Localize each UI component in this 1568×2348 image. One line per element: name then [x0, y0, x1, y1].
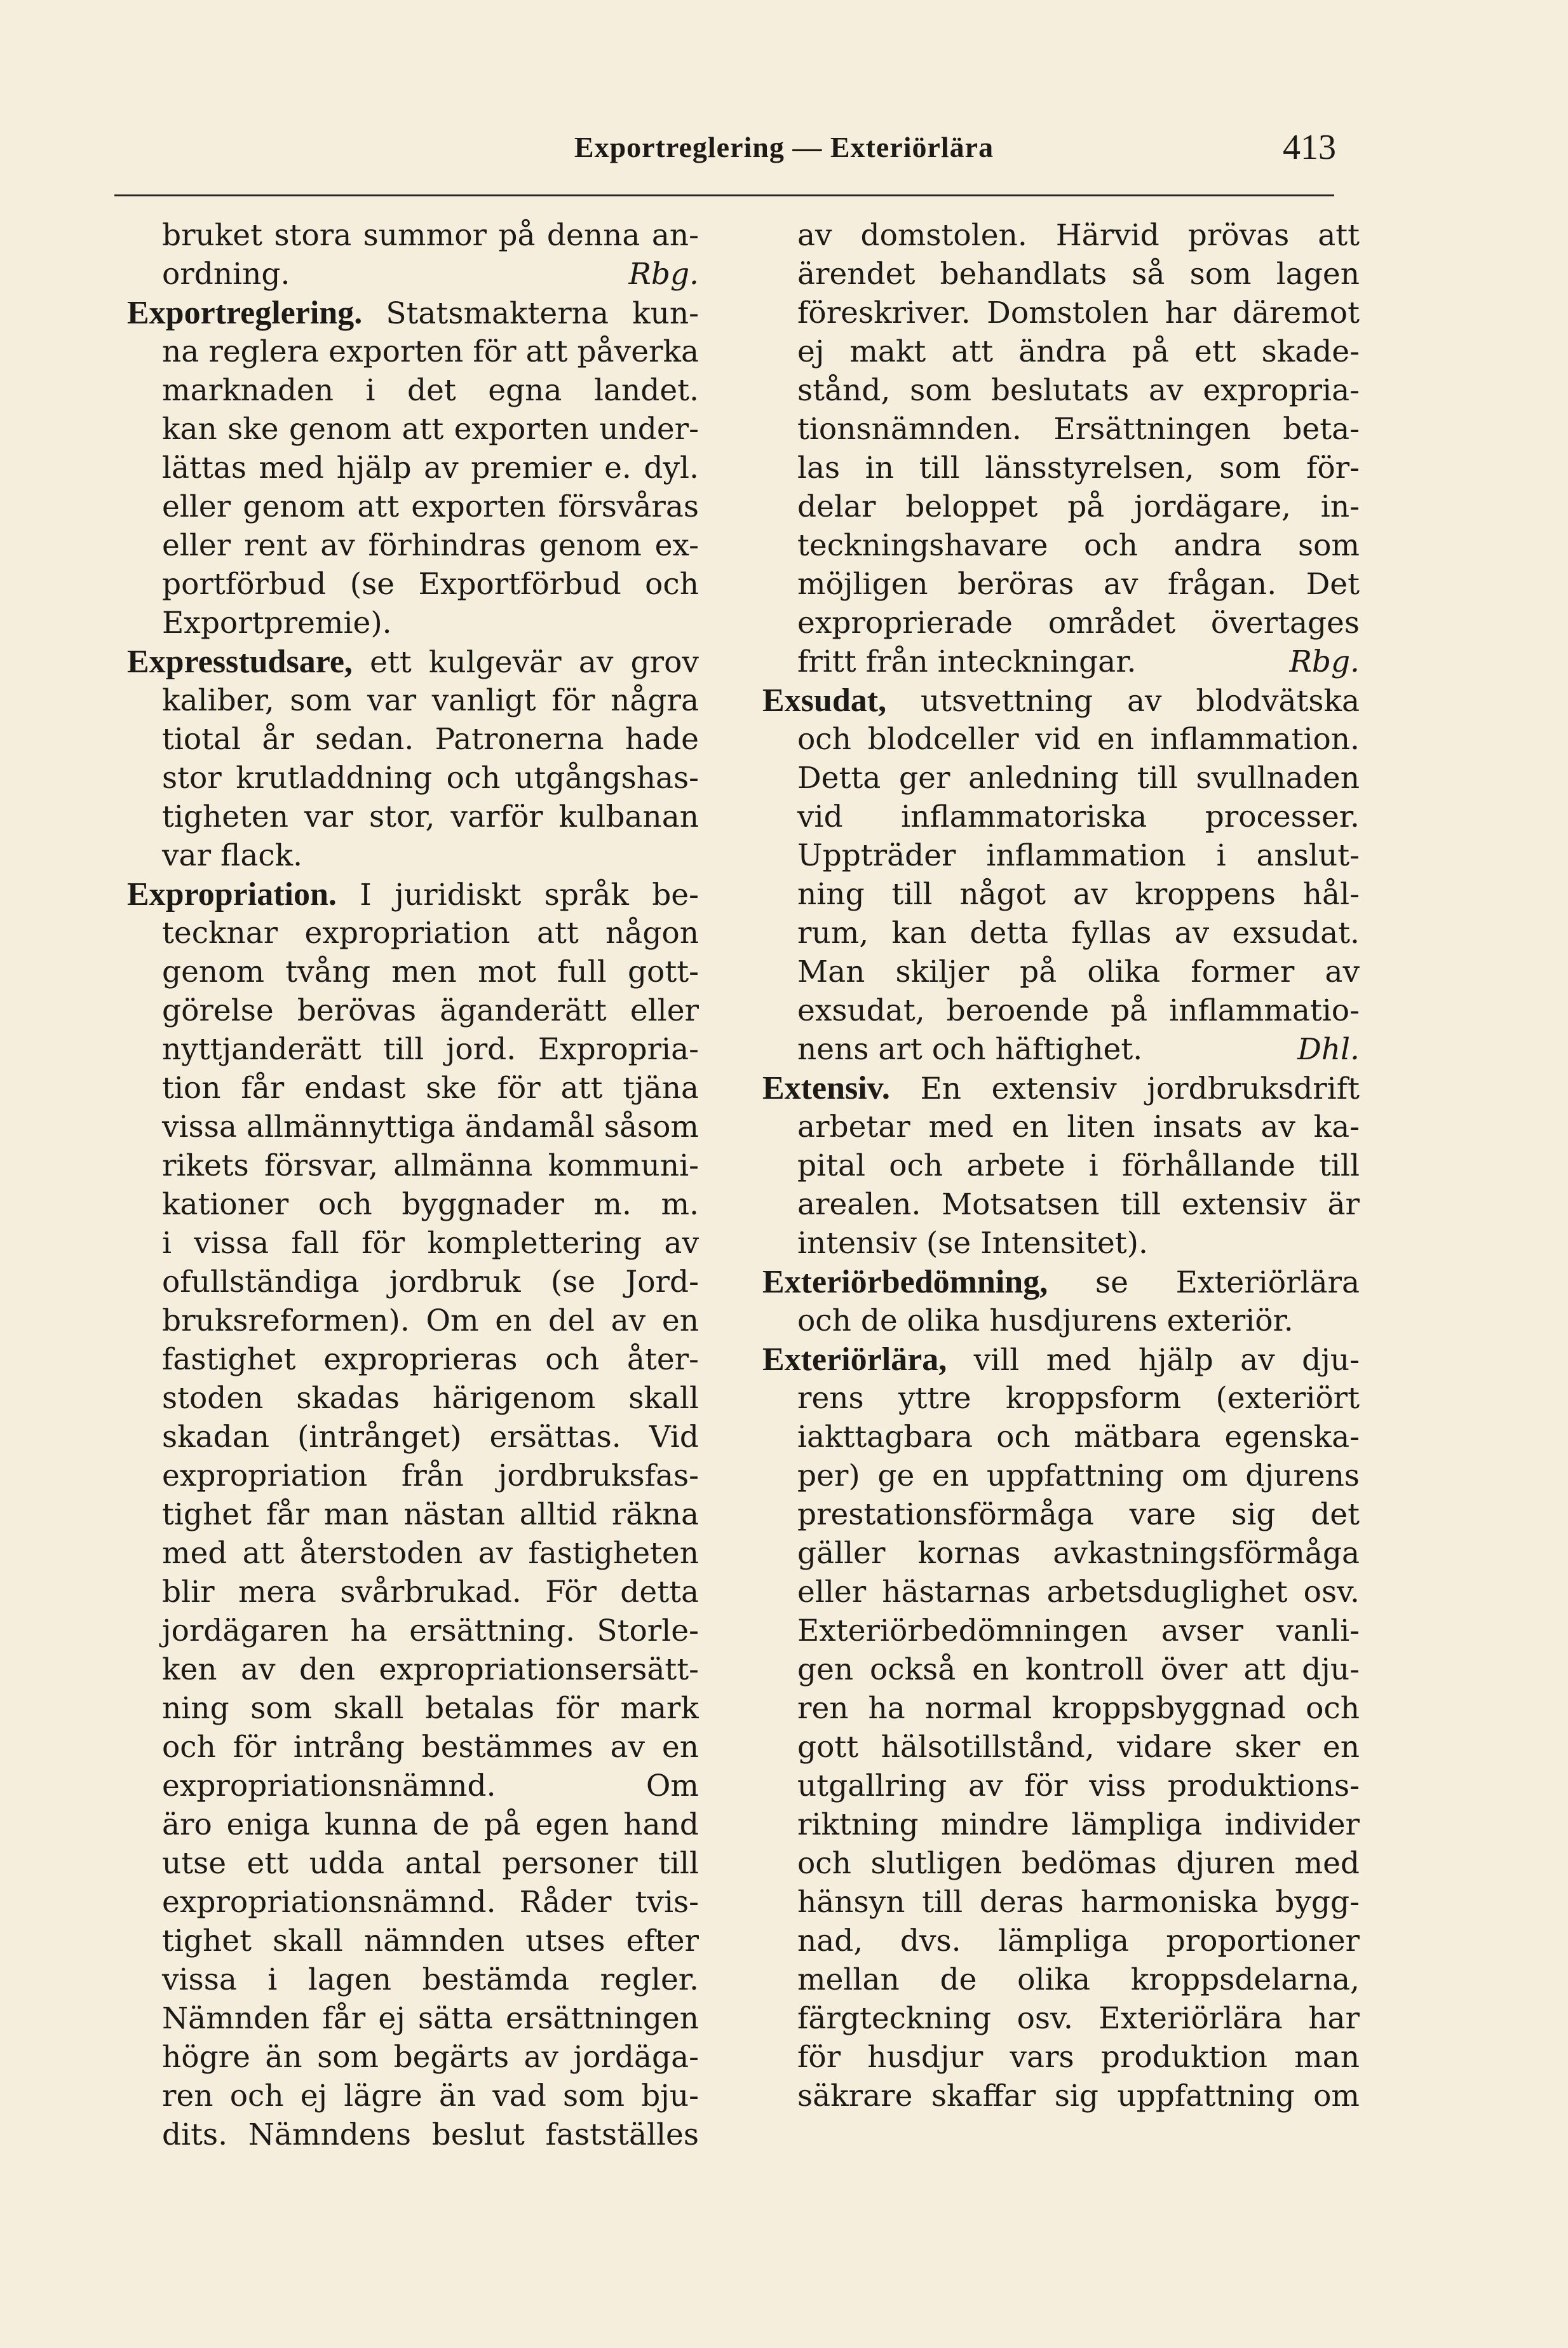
line-text: skadan (intrånget) ersättas. Vid: [162, 1420, 699, 1455]
line-text: eller rent av förhindras genom ex-: [162, 528, 699, 563]
line-text: portförbud (se Exportförbud och: [162, 567, 699, 602]
left-column: [127, 216, 699, 2154]
line-text: ren och ej lägre än vad som bju-: [162, 2079, 699, 2114]
text-line: [762, 1456, 1360, 1495]
text-line: [127, 449, 699, 487]
line-text: utsvettning av blodvätska: [886, 684, 1360, 719]
entry-term: Exteriörlära,: [762, 1341, 947, 1378]
line-text: eller genom att exporten försvåras: [162, 489, 699, 524]
line-text: iakttagbara och mätbara egenska-: [797, 1420, 1360, 1455]
text-line: [127, 720, 699, 759]
entry-term: Extensiv.: [762, 1070, 890, 1106]
text-line: [127, 1844, 699, 1883]
line-text: ning till något av kroppens hål-: [797, 877, 1360, 912]
right-column: [762, 216, 1360, 2115]
line-text: utgallring av för viss produktions-: [797, 1768, 1360, 1803]
line-text: tigheten var stor, varför kulbanan: [162, 799, 699, 834]
text-line: [762, 836, 1360, 875]
text-line: [127, 1999, 699, 2038]
entry-start-line: [762, 1263, 1360, 1301]
text-line: [127, 1185, 699, 1224]
line-text: ordning.: [162, 257, 290, 292]
text-line: [127, 1379, 699, 1418]
text-line: [762, 1108, 1360, 1146]
text-line: [762, 1922, 1360, 1960]
line-text: ärendet behandlats så som lagen: [797, 257, 1360, 292]
author-signature: Rbg.: [628, 257, 699, 292]
text-line: [127, 526, 699, 565]
line-text: vill med hjälp av dju-: [947, 1343, 1360, 1378]
text-line: [762, 875, 1360, 914]
text-line: [762, 1960, 1360, 1999]
text-line: [127, 1263, 699, 1301]
text-line: [127, 1456, 699, 1495]
text-line: [762, 294, 1360, 332]
entry-start-line: [762, 681, 1360, 720]
entry-term: Exteriörbedömning,: [762, 1264, 1048, 1300]
line-text: Detta ger anledning till svullnaden: [797, 761, 1360, 796]
text-line: [762, 487, 1360, 526]
line-text: teckningshavare och andra som: [797, 528, 1360, 563]
line-text: rikets försvar, allmänna kommuni-: [162, 1148, 699, 1183]
text-line: [762, 1767, 1360, 1805]
text-line: [762, 720, 1360, 759]
line-text: med att återstoden av fastigheten: [162, 1536, 699, 1571]
text-line: [127, 216, 699, 255]
line-text: expropriationsnämnd. Råder tvis-: [162, 1885, 699, 1920]
line-text: ken av den expropriationsersätt-: [162, 1652, 699, 1687]
line-text: ofullständiga jordbruk (se Jord-: [162, 1265, 699, 1300]
line-text: delar beloppet på jordägare, in-: [797, 489, 1360, 524]
line-text: exsudat, beroende på inflammatio-: [797, 993, 1360, 1028]
line-text: vissa i lagen bestämda regler.: [162, 1962, 699, 1997]
text-line: [762, 642, 1360, 681]
line-text: tion får endast ske för att tjäna: [162, 1071, 699, 1106]
text-line: [762, 1224, 1360, 1263]
entry-start-line: [127, 294, 699, 332]
line-text: per) ge en uppfattning om djurens: [797, 1458, 1360, 1493]
text-line: [762, 1999, 1360, 2038]
line-text: eller hästarnas arbetsduglighet osv.: [797, 1575, 1360, 1610]
text-line: [127, 1573, 699, 1612]
text-line: [127, 1069, 699, 1108]
line-text: lättas med hjälp av premier e. dyl.: [162, 451, 699, 485]
line-text: bruksreformen). Om en del av en: [162, 1303, 699, 1338]
text-line: [762, 1185, 1360, 1224]
line-text: färgteckning osv. Exteriörlära har: [797, 2001, 1360, 2036]
line-text: stånd, som beslutats av expropria-: [797, 373, 1360, 408]
line-text: ning som skall betalas för mark: [162, 1691, 699, 1726]
line-text: utse ett udda antal personer till: [162, 1846, 699, 1881]
line-text: stor krutladdning och utgångshas-: [162, 761, 699, 796]
text-line: [127, 797, 699, 836]
text-line: [127, 1689, 699, 1728]
running-header: Exportreglering — Exteriörlära: [574, 131, 994, 163]
text-line: [127, 1612, 699, 1650]
text-line: [127, 1960, 699, 1999]
header-rule: [114, 194, 1334, 196]
line-text: och de olika husdjurens exteriör.: [797, 1303, 1294, 1338]
line-text: nad, dvs. lämpliga proportioner: [797, 1924, 1360, 1958]
text-line: [762, 216, 1360, 255]
text-line: [762, 1728, 1360, 1767]
line-text: och för intrång bestämmes av en: [162, 1730, 699, 1765]
text-line: [762, 1030, 1360, 1069]
text-line: [127, 1418, 699, 1456]
line-text: exproprierade området övertages: [797, 606, 1360, 641]
line-text: na reglera exporten för att påverka: [162, 334, 699, 369]
line-text: En extensiv jordbruksdrift: [889, 1071, 1360, 1106]
text-line: [762, 1573, 1360, 1612]
text-line: [762, 1301, 1360, 1340]
line-text: las in till länsstyrelsen, som för-: [797, 451, 1360, 485]
line-text: nyttjanderätt till jord. Expropria-: [162, 1032, 699, 1067]
line-text: högre än som begärts av jordäga-: [162, 2040, 699, 2075]
text-line: [762, 2038, 1360, 2077]
line-text: nens art och häftighet.: [797, 1032, 1143, 1067]
text-line: [127, 1108, 699, 1146]
line-text: prestationsförmåga vare sig det: [797, 1497, 1360, 1532]
line-text: äro eniga kunna de på egen hand: [162, 1807, 699, 1842]
line-text: Uppträder inflammation i anslut-: [797, 838, 1360, 873]
line-text: se Exteriörlära: [1048, 1265, 1360, 1300]
entry-term: Expresstudsare,: [127, 644, 353, 680]
text-line: [762, 332, 1360, 371]
line-text: görelse berövas äganderätt eller: [162, 993, 699, 1028]
line-text: gäller kornas avkastningsförmåga: [797, 1536, 1360, 1571]
line-text: blir mera svårbrukad. För detta: [162, 1575, 699, 1610]
line-text: och blodceller vid en inflammation.: [797, 722, 1360, 757]
text-line: [127, 914, 699, 953]
line-text: tecknar expropriation att någon: [162, 916, 699, 951]
text-line: [127, 1534, 699, 1573]
text-line: [127, 759, 699, 797]
line-text: bruket stora summor på denna an-: [162, 218, 699, 253]
entry-start-line: [127, 875, 699, 914]
line-text: rens yttre kroppsform (exteriört: [797, 1381, 1360, 1416]
line-text: I juridiskt språk be-: [336, 878, 699, 913]
entry-term: Expropriation.: [127, 876, 337, 913]
text-line: [127, 1340, 699, 1379]
line-text: ej makt att ändra på ett skade-: [797, 334, 1360, 369]
line-text: genom tvång men mot full gott-: [162, 954, 699, 989]
line-text: pital och arbete i förhållande till: [797, 1148, 1360, 1183]
entry-start-line: [127, 642, 699, 681]
line-text: rum, kan detta fyllas av exsudat.: [797, 916, 1360, 951]
text-line: [127, 332, 699, 371]
text-line: [762, 2077, 1360, 2115]
text-line: [127, 1767, 699, 1805]
text-line: [762, 991, 1360, 1030]
line-text: marknaden i det egna landet.: [162, 373, 699, 408]
text-line: [127, 1650, 699, 1689]
line-text: ren ha normal kroppsbyggnad och: [797, 1691, 1360, 1726]
line-text: arbetar med en liten insats av ka-: [797, 1110, 1360, 1144]
text-line: [762, 255, 1360, 294]
line-text: och slutligen bedömas djuren med: [797, 1846, 1360, 1881]
line-text: hänsyn till deras harmoniska bygg-: [797, 1885, 1360, 1920]
text-line: [127, 1495, 699, 1534]
line-text: tighet skall nämnden utses efter: [162, 1924, 699, 1958]
text-line: [762, 759, 1360, 797]
page-number: 413: [1283, 128, 1336, 167]
text-line: [762, 1146, 1360, 1185]
text-line: [127, 604, 699, 642]
text-line: [127, 565, 699, 604]
line-text: gott hälsotillstånd, vidare sker en: [797, 1730, 1360, 1765]
line-text: riktning mindre lämpliga individer: [797, 1807, 1360, 1842]
text-line: [762, 953, 1360, 991]
text-line: [762, 1650, 1360, 1689]
text-line: [762, 1805, 1360, 1844]
text-line: [127, 2115, 699, 2154]
line-text: dits. Nämndens beslut fastställes: [162, 2117, 699, 2152]
line-text: fastighet exproprieras och åter-: [162, 1342, 699, 1377]
line-text: ett kulgevär av grov: [352, 645, 699, 680]
entry-start-line: [762, 1069, 1360, 1108]
line-text: vissa allmännyttiga ändamål såsom: [162, 1110, 699, 1144]
entry-term: Exportreglering.: [127, 295, 363, 331]
text-line: [127, 2038, 699, 2077]
line-text: för husdjur vars produktion man: [797, 2040, 1360, 2075]
line-text: föreskriver. Domstolen har däremot: [797, 295, 1360, 330]
line-text: fritt från inteckningar.: [797, 644, 1137, 679]
text-line: [127, 487, 699, 526]
line-text: expropriation från jordbruksfas-: [162, 1458, 699, 1493]
author-signature: Dhl.: [1297, 1032, 1360, 1067]
text-line: [762, 1689, 1360, 1728]
line-text: jordägaren ha ersättning. Storle-: [162, 1613, 699, 1648]
line-text: Nämnden får ej sätta ersättningen: [162, 2001, 699, 2036]
text-line: [762, 1379, 1360, 1418]
text-line: [127, 2077, 699, 2115]
line-text: gen också en kontroll över att dju-: [797, 1652, 1360, 1687]
line-text: säkrare skaffar sig uppfattning om: [797, 2079, 1360, 2114]
entry-term: Exsudat,: [762, 682, 887, 719]
line-text: Exteriörbedömningen avser vanli-: [797, 1613, 1360, 1648]
line-text: arealen. Motsatsen till extensiv är: [797, 1187, 1360, 1222]
author-signature: Rbg.: [1289, 644, 1360, 679]
text-line: [127, 1922, 699, 1960]
text-line: [127, 1030, 699, 1069]
text-line: [127, 1728, 699, 1767]
line-text: i vissa fall för komplettering av: [162, 1226, 699, 1261]
line-text: stoden skadas härigenom skall: [162, 1381, 699, 1416]
text-line: [762, 526, 1360, 565]
text-line: [127, 1146, 699, 1185]
line-text: möjligen beröras av frågan. Det: [797, 567, 1360, 602]
line-text: mellan de olika kroppsdelarna,: [797, 1962, 1360, 1997]
text-line: [127, 1301, 699, 1340]
line-text: tionsnämnden. Ersättningen beta-: [797, 412, 1360, 447]
text-line: [762, 1495, 1360, 1534]
text-line: [762, 565, 1360, 604]
text-line: [762, 604, 1360, 642]
text-line: [762, 1534, 1360, 1573]
line-text: kan ske genom att exporten under-: [162, 412, 699, 447]
text-line: [127, 410, 699, 449]
line-text: Exportpremie).: [162, 606, 392, 641]
line-text: kationer och byggnader m. m.: [162, 1187, 699, 1222]
line-text: Statsmakterna kun-: [362, 296, 699, 331]
text-line: [127, 953, 699, 991]
text-line: [127, 681, 699, 720]
text-line: [762, 1844, 1360, 1883]
line-text: var flack.: [162, 838, 303, 873]
text-line: [127, 991, 699, 1030]
line-text: expropriationsnämnd. Om: [162, 1768, 699, 1803]
text-line: [127, 255, 699, 294]
text-line: [127, 1805, 699, 1844]
text-line: [127, 371, 699, 410]
line-text: tighet får man nästan alltid räkna: [162, 1497, 699, 1532]
line-text: Man skiljer på olika former av: [797, 954, 1360, 989]
text-line: [127, 1224, 699, 1263]
entry-start-line: [762, 1340, 1360, 1379]
text-line: [762, 1418, 1360, 1456]
line-text: tiotal år sedan. Patronerna hade: [162, 722, 699, 757]
text-line: [762, 1612, 1360, 1650]
line-text: vid inflammatoriska processer.: [797, 799, 1360, 834]
text-line: [762, 410, 1360, 449]
text-line: [127, 1883, 699, 1922]
text-line: [127, 836, 699, 875]
line-text: av domstolen. Härvid prövas att: [797, 218, 1360, 253]
text-line: [762, 914, 1360, 953]
text-line: [762, 797, 1360, 836]
line-text: kaliber, som var vanligt för några: [162, 683, 699, 718]
line-text: intensiv (se Intensitet).: [797, 1226, 1148, 1261]
text-line: [762, 449, 1360, 487]
text-line: [762, 1883, 1360, 1922]
text-line: [762, 371, 1360, 410]
